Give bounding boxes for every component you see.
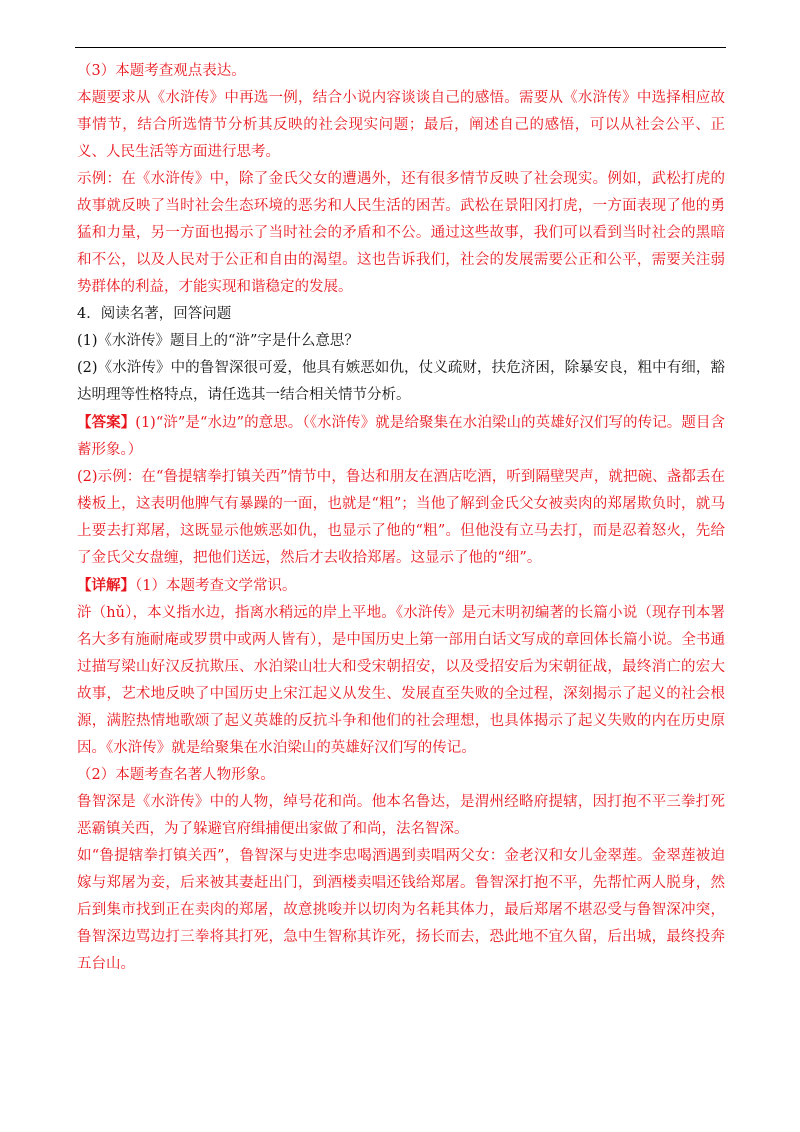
detail-2-body: 鲁智深是《水浒传》中的人物，绰号花和尚。他本名鲁达，是渭州经略府提辖，因打抱不平三拳打死恶霸镇关西，为了躲避官府缉捕便出家做了和尚，法名智深。 [77,794,725,837]
detail-tag: 【详解】 [77,577,135,594]
detail-1-body: 浒（hǔ），本义指水边，指离水稍远的岸上平地。《水浒传》是元末明初编著的长篇小说（现存刊本署名大多有施耐庵或罗贯中或两人皆有），是中国历史上第一部用白话文写成的章回体长篇小说。全书通过描写梁山好汉反抗欺压、水泊梁山壮大和受宋朝招安，以及受招安后为宋朝征战，最终消亡的宏大故事，艺术地反映了中国历史上宋江起义从发生、发展直至失败的全过程，深刻揭示了起义的社会根源，满腔热情地歌颂了起义英雄的反抗斗争和他们的社会理想，也具体揭示了起义失败的内在历史原因。《水浒传》就是给聚集在水泊梁山的英雄好汉们写的传记。 [77,605,725,756]
detail-1-heading: （1）本题考查文学常识。 [135,578,297,594]
section-3-heading: （3）本题考查观点表达。 [77,63,246,79]
detail-paragraph-1 [77,572,725,600]
answer-tag: 【答案】 [77,414,136,431]
header-rule [75,47,726,48]
detail-2-heading: （2）本题考查名著人物形象。 [77,767,275,783]
answer-2: (2)示例：在“鲁提辖拳打镇关西”情节中，鲁达和朋友在酒店吃酒，听到隔壁哭声，就把碗、盏都丢在楼板上，这表明他脾气有暴躁的一面，也就是“粗”；当他了解到金氏父女被卖肉的郑屠欺负时，就马上要去打郑屠，这既显示他嫉恶如仇，也显示了他的“粗”。但他没有立马去打，而是忍着怒火，先给了金氏父女盘缠，把他们送远，然后才去收拾郑屠。这显示了他的“细”。 [77,469,725,566]
answer-1: (1)“浒”是“水边”的意思。（《水浒传》就是给聚集在水泊梁山的英雄好汉们写的传记。题目含蓄形象。） [77,415,726,458]
section-3-example: 示例：在《水浒传》中，除了金氏父女的遭遇外，还有很多情节反映了社会现实。例如，武松打虎的故事就反映了当时社会生态环境的恶劣和人民生活的困苦。武松在景阳冈打虎，一方面表现了他的勇猛和力量，另一方面也揭示了当时社会的矛盾和不公。通过这些故事，我们可以看到当时社会的黑暗和不公，以及人民对于公正和自由的渴望。这也告诉我们，社会的发展需要公正和公平，需要关注弱势群体的利益，才能实现和谐稳定的发展。 [77,171,725,295]
section-3-body: 本题要求从《水浒传》中再选一例，结合小说内容谈谈自己的感悟。需要从《水浒传》中选择相应故事情节，结合所选情节分析其反映的社会现实问题；最后，阐述自己的感悟，可以从社会公平、正义、人民生活等方面进行思考。 [77,90,725,160]
answer-paragraph-1 [77,409,725,464]
detail-2-example: 如“鲁提辖拳打镇关西”，鲁智深与史进李忠喝酒遇到卖唱两父女：金老汉和女儿金翠莲。金翠莲被迫嫁与郑屠为妾，后来被其妻赶出门，到酒楼卖唱还钱给郑屠。鲁智深打抱不平，先帮忙两人脱身，然后到集市找到正在卖肉的郑屠，故意挑唆并以切肉为名耗其体力，最后郑屠不堪忍受与鲁智深冲突，鲁智深边骂边打三拳将其打死，急中生智称其诈死，扬长而去，恐此地不宜久留，后出城，最终投奔五台山。 [77,848,725,972]
question-4-title: 4．阅读名著，回答问题 [77,306,232,322]
document-body [77,58,725,978]
question-4-part-1: (1)《水浒传》题目上的“浒”字是什么意思？ [77,333,359,349]
question-4-part-2: (2)《水浒传》中的鲁智深很可爱，他具有嫉恶如仇，仗义疏财，扶危济困，除暴安良，粗中有细，豁达明理等性格特点，请任选其一结合相关情节分析。 [77,360,725,403]
